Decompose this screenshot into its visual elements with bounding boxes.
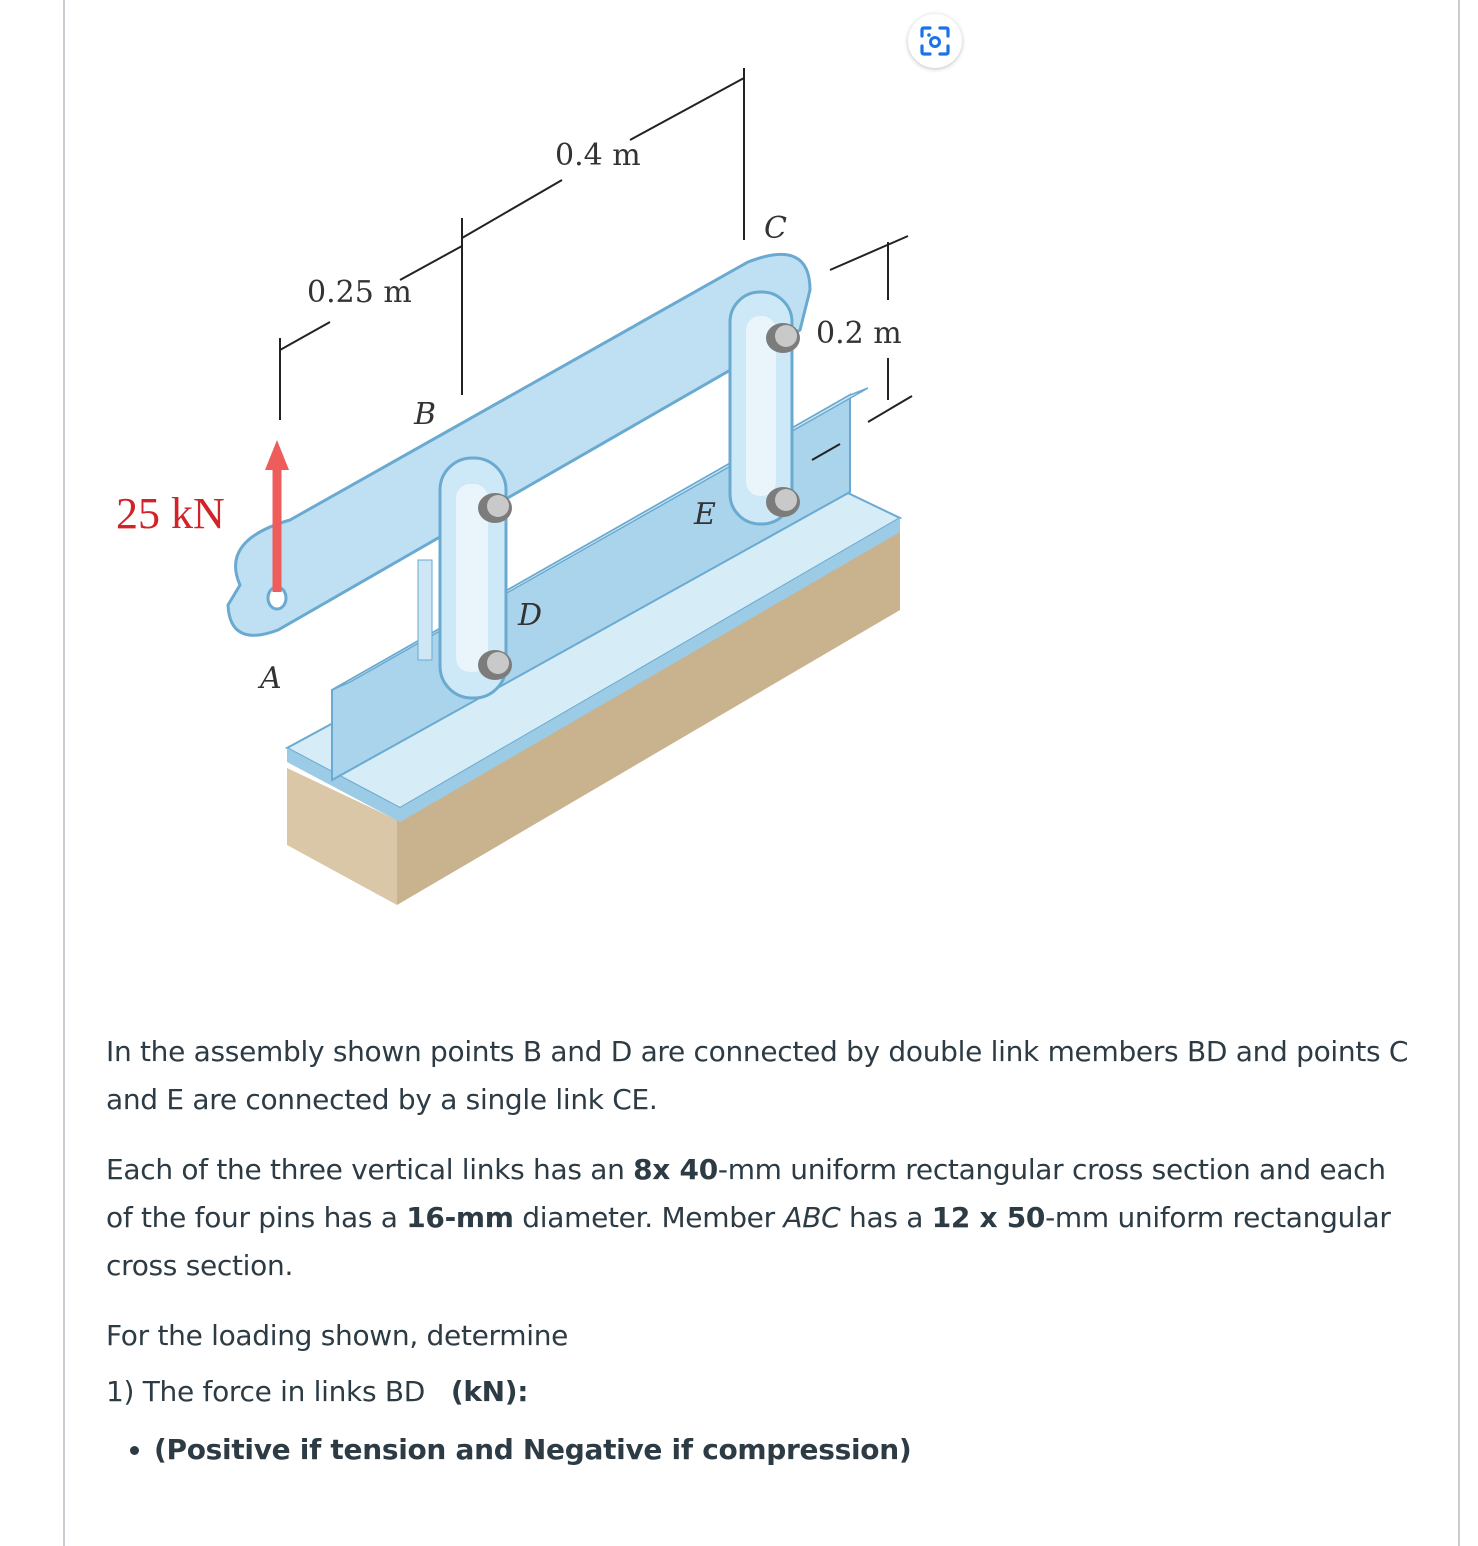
content-frame-right-border [1458,0,1460,1546]
point-label-c: C [764,211,787,246]
question-paragraph-intro: In the assembly shown points B and D are connected by double link members BD and points C and E are connected by a single link CE. [106,1035,1409,1116]
point-label-a: A [260,661,282,696]
assembly-figure [100,0,1000,940]
part-1-text: 1) The force in links BD [106,1375,451,1408]
pin-c [766,323,800,353]
pin-e [766,487,800,517]
specs-text: -mm uniform rectangular cross section and each of the four pins has a [106,1153,1386,1234]
dimension-label-0-25m: 0.25 m [307,275,412,310]
question-text [106,1028,1416,1474]
load-arrow-head [265,440,289,470]
visual-search-button[interactable] [908,14,962,68]
question-paragraph-specs [106,1146,1416,1290]
part-1-unit: (kN): [450,1375,529,1408]
content-frame-left-border [63,0,65,1546]
member-name: ABC [783,1201,841,1234]
dimension-label-0-2m: 0.2 m [816,316,902,351]
pin-b [478,493,512,523]
point-label-d: D [518,598,543,633]
pin-diameter-value: 16-mm [406,1201,514,1234]
point-label-e: E [694,497,716,532]
visual-search-icon [918,24,952,58]
link-section-value: 8x 40 [633,1153,718,1186]
question-part-1 [106,1368,1416,1416]
specs-text: has a [840,1201,932,1234]
specs-text: -mm uniform rectangular cross section. [106,1201,1391,1282]
assembly-diagram [100,0,1000,940]
specs-text: Each of the three vertical links has an [106,1153,634,1186]
dimension-label-0-4m: 0.4 m [555,138,641,173]
sign-convention-note: • (Positive if tension and Negative if compression) [154,1426,1416,1474]
point-label-b: B [414,397,437,432]
question-paragraph-prompt: For the loading shown, determine [106,1319,569,1352]
member-section-value: 12 x 50 [931,1201,1046,1234]
post-b [418,560,432,660]
question-bullet-list [106,1426,1416,1474]
pin-d [478,650,512,680]
load-label: 25 kN [116,489,225,538]
specs-text: diameter. Member [513,1201,784,1234]
